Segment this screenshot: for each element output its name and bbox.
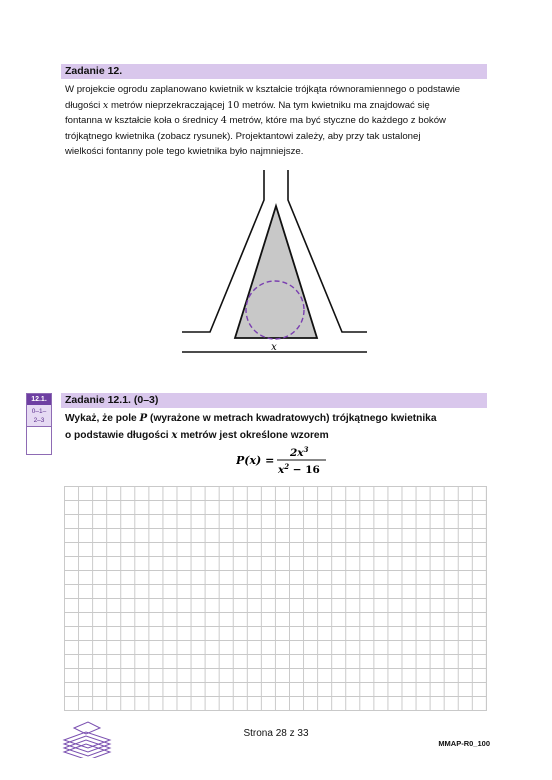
- page-number: Strona 28 z 33: [243, 728, 309, 739]
- task-description: [65, 82, 489, 160]
- subtask-header: [61, 393, 487, 408]
- formula-numerator: $2x^3$: [290, 445, 309, 459]
- area-formula: [236, 444, 336, 476]
- task-line-2: długości x metrów nieprzekraczającej 10 metrów. Na tym kwietniku ma znajdować się: [65, 99, 430, 111]
- score-options: 0–1– 2–3: [27, 405, 51, 427]
- math-P: P: [139, 412, 148, 424]
- formula-lhs: P(x) =: [236, 454, 275, 467]
- task-title: Zadanie 12.: [65, 65, 123, 77]
- task-line-5: wielkości fontanny pole tego kwietnika było najmniejsze.: [65, 146, 304, 158]
- subtask-title: Zadanie 12.1. (0–3): [65, 394, 159, 406]
- subtask-instruction: [65, 410, 489, 444]
- exam-code: MMAP-R0_100: [438, 739, 490, 748]
- task-line-1: W projekcie ogrodu zaplanowano kwietnik w kształcie trójkąta równoramiennego o podstawie: [65, 84, 461, 95]
- math-x: x: [171, 429, 178, 441]
- math-4: 4: [220, 115, 227, 127]
- flowerbed-figure: [178, 166, 370, 356]
- subtask-number: 12.1.: [27, 394, 51, 405]
- score-box: [26, 393, 52, 455]
- math-10: 10: [227, 99, 240, 111]
- task-line-4: trójkątnego kwietnika (zobacz rysunek). Projektantowi zależy, aby przy tak ustalonej: [65, 130, 421, 142]
- formula-denominator: $x^2 - 16$: [278, 462, 320, 476]
- math-x: x: [102, 99, 109, 111]
- subtask-line-2: o podstawie długości x metrów jest określone wzorem: [65, 429, 329, 441]
- task-line-3: fontanna w kształcie koła o średnicy 4 metrów, które ma być styczne do każdego z boków: [65, 115, 446, 127]
- answer-grid[interactable]: [64, 486, 487, 711]
- cke-logo-icon: [60, 718, 114, 758]
- task-header: [61, 64, 487, 79]
- subtask-line-1: Wykaż, że pole P (wyrażone w metrach kwadratowych) trójkątnego kwietnika: [65, 412, 437, 424]
- base-label: x: [271, 342, 277, 353]
